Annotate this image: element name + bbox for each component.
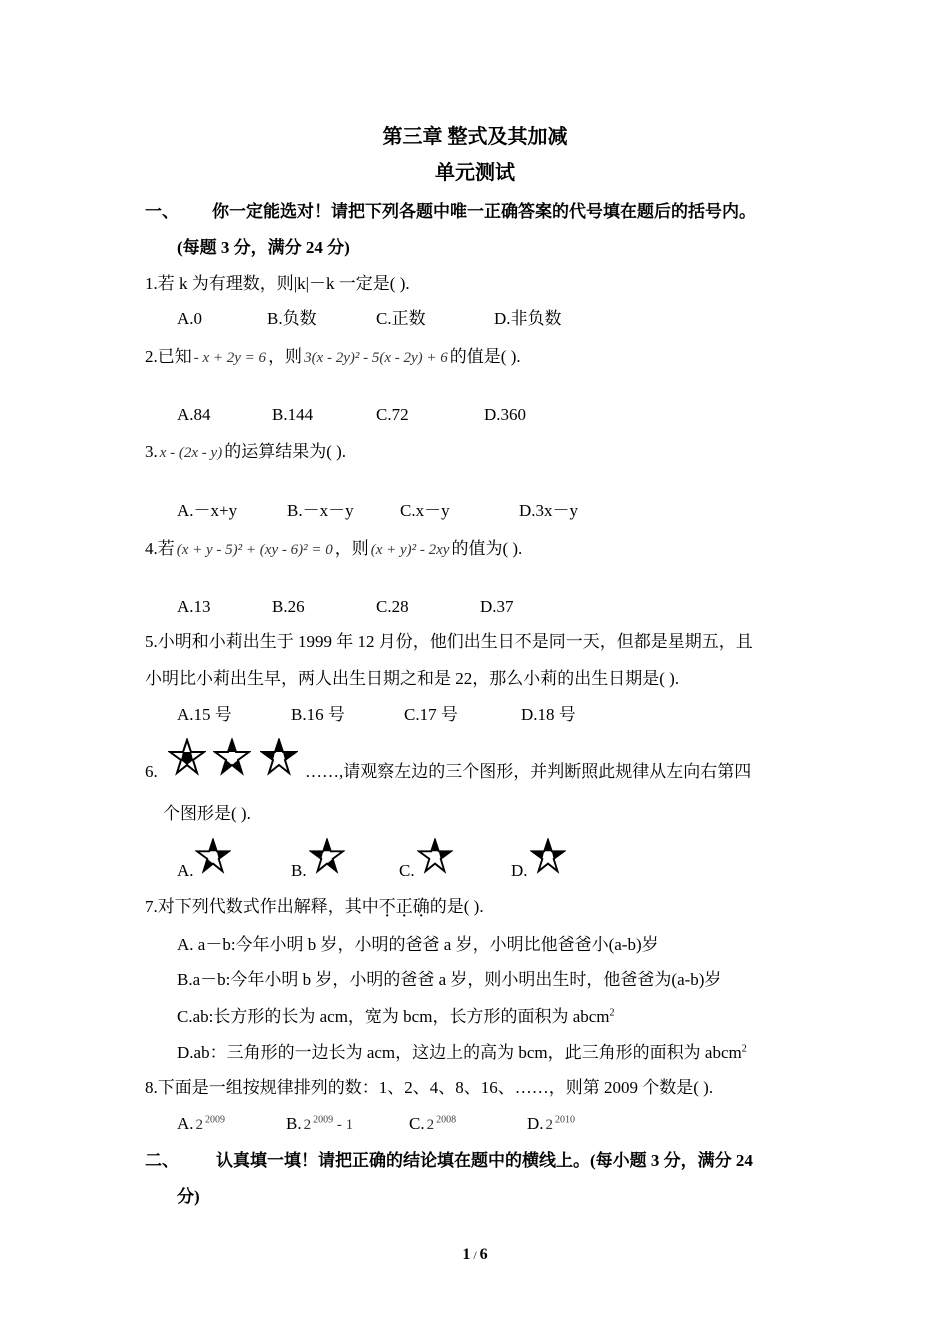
q7-emphasis-3: 确 <box>412 897 430 916</box>
q8-b-label: B. <box>286 1114 302 1133</box>
q7-option-c-sq: 2 <box>609 1007 615 1019</box>
q3-option-d: D.3x－y <box>519 501 579 520</box>
q4-option-b: B.26 <box>272 597 305 616</box>
q6-text: ……,请观察左边的三个图形，并判断照此规律从左向右第四 <box>305 762 752 781</box>
q8-a-base: 2 <box>195 1117 204 1133</box>
q2-option-c: C.72 <box>376 405 409 424</box>
q3-option-b: B.－x－y <box>287 501 354 520</box>
q7-option-d-text: D.ab：三角形的一边长为 acm，这边上的高为 bcm，此三角形的面积为 abcm <box>177 1043 742 1062</box>
q1-option-d: D.非负数 <box>494 309 562 328</box>
page-current: 1 <box>462 1246 471 1263</box>
q6-option-c: C. <box>399 861 415 880</box>
q7-stem-post: 的是( ). <box>429 897 484 916</box>
q2-stem <box>145 346 521 369</box>
q8-b-exp: 2009 <box>313 1114 334 1126</box>
q2-option-b: B.144 <box>272 405 314 424</box>
q4-post: 的值为( ). <box>451 539 523 558</box>
q6-option-a-star <box>195 838 231 874</box>
page-separator: / <box>470 1248 480 1262</box>
q8-option-a <box>177 1113 225 1136</box>
q8-option-b <box>286 1113 353 1136</box>
q8-d-base: 2 <box>545 1117 554 1133</box>
q6-option-a: A. <box>177 861 194 880</box>
q6-option-d: D. <box>511 861 528 880</box>
q8-stem: 8.下面是一组按规律排列的数：1、2、4、8、16、……，则第 2009 个数是( ). <box>145 1078 714 1097</box>
section2-heading-line2: 分) <box>177 1187 200 1206</box>
section1-number: 一、 <box>145 202 179 221</box>
q7-option-c-text: C.ab:长方形的长为 acm，宽为 bcm，长方形的面积为 abcm <box>177 1007 610 1026</box>
q7-stem <box>145 896 484 918</box>
q4-mid: ，则 <box>334 539 369 558</box>
q7-emphasis-2: 正 <box>395 897 413 916</box>
q8-option-d <box>527 1113 575 1136</box>
q6-pre: 6. <box>145 762 158 781</box>
q5-option-c: C.17 号 <box>404 705 458 724</box>
q7-option-a: A. a－b:今年小明 b 岁，小明的爸爸 a 岁，小明比他爸爸小(a-b)岁 <box>177 935 659 954</box>
q3-expression-formula: x - (2x - y) <box>159 445 223 461</box>
q3-pre: 3. <box>145 442 158 461</box>
q6-option-b-star <box>309 838 345 874</box>
q8-d-label: D. <box>527 1114 544 1133</box>
q6-option-b: B. <box>291 861 307 880</box>
q5-option-b: B.16 号 <box>291 705 345 724</box>
q2-mid: ，则 <box>268 347 303 366</box>
q4-pre: 4.若 <box>145 539 175 558</box>
q7-option-d <box>177 1042 747 1064</box>
q8-a-exp: 2009 <box>205 1114 226 1126</box>
q1-stem: 1.若 k 为有理数，则|k|－k 一定是( ). <box>145 274 410 293</box>
q3-post: 的运算结果为( ). <box>224 442 347 461</box>
q2-post: 的值是( ). <box>449 347 521 366</box>
q4-option-d: D.37 <box>480 597 514 616</box>
q8-c-base: 2 <box>426 1117 435 1133</box>
section1-note: (每题 3 分，满分 24 分) <box>177 238 350 257</box>
q4-expression-formula: (x + y)² - 2xy <box>370 542 450 558</box>
q2-expression-formula: 3(x - 2y)² - 5(x - 2y) + 6 <box>304 350 448 366</box>
q1-option-a: A.0 <box>177 309 203 328</box>
q5-option-a: A.15 号 <box>177 705 232 724</box>
q2-condition-formula: - x + 2y = 6 <box>193 350 267 366</box>
q8-b-tail: - 1 <box>333 1117 354 1133</box>
section1-heading: 你一定能选对！请把下列各题中唯一正确答案的代号填在题后的括号内。 <box>212 202 756 221</box>
q7-option-b: B.a－b:今年小明 b 岁，小明的爸爸 a 岁，则小明出生时，他爸爸为(a-b)岁 <box>177 970 722 989</box>
q2-pre: 2.已知 <box>145 347 192 366</box>
q6-option-c-star <box>417 838 453 874</box>
page-subtitle: 单元测试 <box>435 162 515 184</box>
page-total: 6 <box>479 1246 488 1263</box>
q7-option-d-sq: 2 <box>741 1043 747 1055</box>
q8-a-label: A. <box>177 1114 194 1133</box>
section2-heading: 认真填一填！请把正确的结论填在题中的横线上。(每小题 3 分，满分 24 <box>216 1151 753 1170</box>
q4-stem <box>145 538 522 561</box>
q5-stem-line2: 小明比小莉出生早，两人出生日期之和是 22，那么小莉的出生日期是( ). <box>145 669 680 688</box>
q4-condition-formula: (x + y - 5)² + (xy - 6)² = 0 <box>176 542 333 558</box>
q8-option-c <box>409 1113 456 1136</box>
page-title: 第三章 整式及其加减 <box>382 126 568 148</box>
q8-b-base: 2 <box>303 1117 312 1133</box>
q8-c-label: C. <box>409 1114 425 1133</box>
q7-option-c <box>177 1006 615 1028</box>
page-number <box>0 1244 950 1266</box>
q3-stem <box>145 441 346 464</box>
q1-option-c: C.正数 <box>376 309 426 328</box>
q3-option-a: A.－x+y <box>177 501 238 520</box>
q6-option-d-star <box>530 838 566 874</box>
q7-emphasis-1: 不 <box>378 897 396 916</box>
q2-option-d: D.360 <box>484 405 527 424</box>
star-figure-2 <box>213 738 251 776</box>
q2-option-a: A.84 <box>177 405 211 424</box>
section2-number: 二、 <box>145 1151 179 1170</box>
q6-stem-line2: 个图形是( ). <box>163 804 251 823</box>
q4-option-c: C.28 <box>376 597 409 616</box>
q5-stem-line1: 5.小明和小莉出生于 1999 年 12 月份，他们出生日不是同一天，但都是星期五，且 <box>145 632 753 651</box>
star-figure-1 <box>168 738 206 776</box>
q8-d-exp: 2010 <box>555 1114 576 1126</box>
q8-c-exp: 2008 <box>436 1114 457 1126</box>
q1-option-b: B.负数 <box>267 309 317 328</box>
q3-option-c: C.x－y <box>400 501 450 520</box>
q5-option-d: D.18 号 <box>521 705 576 724</box>
q7-stem-pre: 7.对下列代数式作出解释，其中 <box>145 897 379 916</box>
star-figure-3 <box>260 738 298 776</box>
q4-option-a: A.13 <box>177 597 211 616</box>
